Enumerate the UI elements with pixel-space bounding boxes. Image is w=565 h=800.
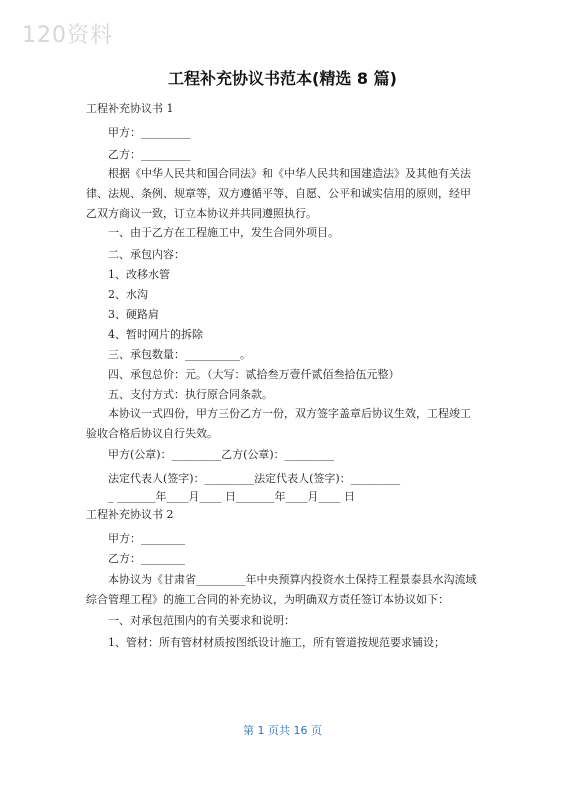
doc2-item-1: 一、对承包范围内的有关要求和说明： <box>108 614 295 627</box>
doc1-sub-3: 3、硬路肩 <box>108 308 159 321</box>
doc1-preamble: 根据《中华人民共和国合同法》和《中华人民共和国建造法》及其他有关法律、法规、条例、规章等，双方遵循平等、自愿、公平和诚实信用的原则，经甲乙双方商议一致，订立本协议并共同遵照执行。 <box>86 167 471 220</box>
doc1-item-3: 三、承包数量：__________。 <box>108 348 251 361</box>
doc1-item-2: 二、承包内容： <box>108 248 185 261</box>
doc2-party-b: 乙方：________ <box>108 552 185 565</box>
doc1-heading: 工程补充协议书 1 <box>86 102 174 115</box>
doc1-party-b: 乙方：_________ <box>108 148 191 161</box>
document-title: 工程补充协议书范本(精选 8 篇) <box>168 69 397 88</box>
doc1-date-line: _ _______年____月____ 日_______年____月____ 日 <box>108 490 355 503</box>
doc2-item-2: 1、管材：所有管材材质按图纸设计施工，所有管道按规范要求铺设； <box>108 636 445 649</box>
doc1-closing: 本协议一式四份，甲方三份乙方一份，双方签字盖章后协议生效，工程竣工验收合格后协议自行失效。 <box>86 407 471 440</box>
doc2-heading: 工程补充协议书 2 <box>86 508 174 521</box>
doc1-party-a: 甲方：_________ <box>108 126 191 139</box>
doc1-sub-1: 1、改移水管 <box>108 268 170 281</box>
page-footer: 第 1 页共 16 页 <box>243 724 322 737</box>
doc1-representative-line: 法定代表人(签字)：_________法定代表人(签字)：_________ <box>108 472 401 485</box>
doc1-item-4: 四、承包总价：元。（大写：贰拾叁万壹仟贰佰叁拾伍元整） <box>108 368 400 381</box>
doc1-sub-2: 2、水沟 <box>108 288 148 301</box>
doc2-intro: 本协议为《甘肃省_________年中央预算内投资水土保持工程景泰县水沟流域综合管理工程》的施工合同的补充协议，为明确双方责任签订本协议如下： <box>86 573 477 606</box>
watermark-logo: 120资料 <box>22 23 113 48</box>
doc1-item-1: 一、由于乙方在工程施工中，发生合同外项目。 <box>108 226 339 239</box>
doc1-seal-line: 甲方(公章)：_________乙方(公章)：_________ <box>108 448 335 461</box>
doc1-item-5: 五、支付方式：执行原合同条款。 <box>108 388 273 401</box>
doc1-sub-4: 4、暂时网片的拆除 <box>108 328 203 341</box>
doc2-party-a: 甲方：________ <box>108 532 185 545</box>
